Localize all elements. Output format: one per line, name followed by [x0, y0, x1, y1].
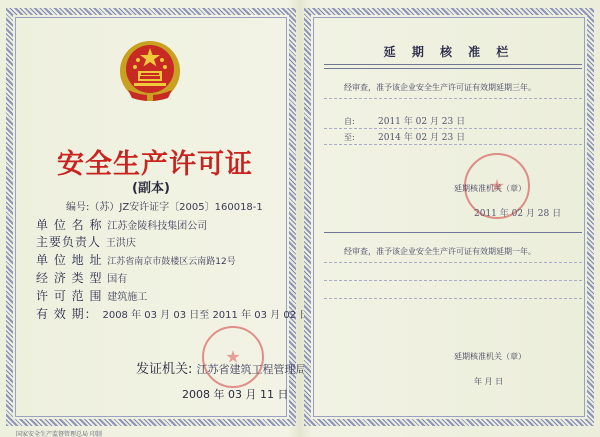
extension-1-text: 经审查，准予该企业安全生产许可证有效期延期三年。	[344, 83, 536, 92]
extension-approval-page	[304, 8, 594, 426]
extension-1-to-date: 2014 年 02 月 23 日	[378, 133, 466, 143]
field-label: 单 位 名 称	[36, 218, 103, 232]
field-principal	[36, 233, 136, 250]
extension-1-office: 延期核准机关（章）	[454, 184, 526, 193]
extension-1-to-label: 至:	[344, 133, 355, 142]
field-license-scope	[36, 287, 147, 304]
field-label: 单 位 地 址	[36, 253, 103, 267]
national-emblem-icon	[118, 38, 182, 104]
extension-1-from-date: 2011 年 02 月 23 日	[378, 117, 466, 127]
issuer-value: 江苏省建筑工程管理局	[196, 363, 307, 376]
extension-2-text: 经审查，准予该企业安全生产许可证有效期延期一年。	[344, 247, 536, 256]
official-seal-stamp	[202, 326, 264, 388]
certificate-subtitle: (副本)	[132, 181, 170, 196]
issuing-authority	[136, 358, 307, 377]
certificate-number: 编号:（苏）JZ安许证字〔2005〕160018-1	[66, 202, 263, 213]
field-label: 有 效 期：	[36, 307, 98, 321]
divider	[324, 64, 582, 65]
field-company-name	[36, 216, 207, 233]
field-value: 江苏省南京市鼓楼区云南路12号	[107, 257, 236, 267]
field-value: 国有	[107, 274, 128, 285]
divider	[324, 232, 582, 233]
extension-section-title: 延 期 核 准 栏	[383, 45, 515, 59]
extension-2-date: 年 月 日	[474, 377, 504, 386]
certificate-front-page	[6, 8, 310, 437]
field-value: 2008 年 03 月 03 日至 2011 年 03 月 02 日	[102, 310, 310, 321]
field-label: 主要负责人	[36, 235, 102, 249]
issue-date: 2008 年 03 月 11 日	[182, 388, 289, 401]
divider	[324, 68, 582, 69]
field-address	[36, 251, 236, 268]
extension-1-from-label: 自:	[344, 117, 355, 126]
printer-note: 国家安全生产监督管理总局 印制	[16, 431, 102, 437]
field-validity	[36, 305, 309, 322]
field-label: 经 济 类 型	[36, 271, 103, 285]
extension-1-approval-date: 2011 年 02 月 28 日	[474, 209, 562, 219]
issuer-label: 发证机关:	[136, 362, 193, 377]
field-label: 许 可 范 围	[36, 289, 103, 303]
field-economic-type	[36, 269, 127, 286]
extension-2-office: 延期核准机关（章）	[454, 352, 526, 361]
field-value: 王洪庆	[105, 238, 136, 249]
field-value: 江苏金陵科技集团公司	[107, 221, 208, 232]
certificate-title: 安全生产许可证	[57, 149, 253, 180]
field-value: 建筑施工	[107, 292, 148, 303]
